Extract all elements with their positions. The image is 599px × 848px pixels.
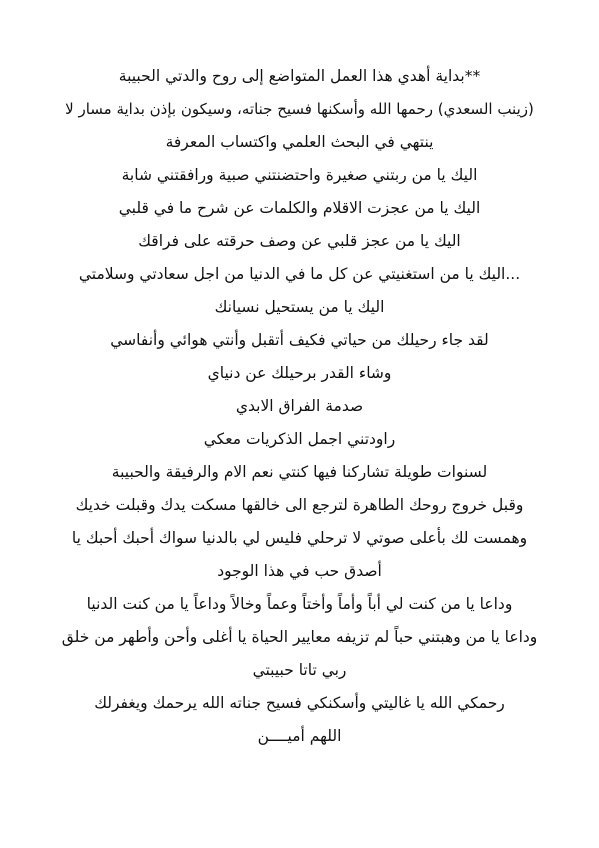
text-line: ...اليك يا من استغنيتي عن كل ما في الدنيا من اجل سعادتي وسلامتي — [78, 265, 521, 283]
text-line: ربي تاتا حبيبتي — [252, 661, 347, 679]
text-line: راودتني اجمل الذكريات معكي — [203, 430, 396, 448]
text-line: وداعا يا من كنت لي أباً وأماً وأختاً وعماً وخالاً وداعاً يا من كنت الدنيا — [86, 595, 513, 613]
text-line: وهمست لك بأعلى صوتي لا ترحلي فليس لي بالدنيا سواك أحبك أحبك يا — [71, 529, 528, 547]
text-line: اليك يا من عجز قلبي عن وصف حرقته على فراقك — [138, 232, 461, 250]
text-line: اليك يا من يستحيل نسيانك — [214, 298, 385, 316]
dedication-text — [60, 68, 539, 761]
text-line: رحمكي الله يا غاليتي وأسكنكي فسيح جناته الله يرحمك ويغفرلك — [94, 694, 505, 712]
text-line: (زينب السعدي) رحمها الله وأسكنها فسيح جناته، وسيكون بإذن بداية مسار لا — [65, 100, 534, 118]
text-line: وقبل خروج روحك الطاهرة لترجع الى خالقها مسكت يدك وقبلت خديك — [75, 496, 524, 514]
text-line: **بداية أهدي هذا العمل المتواضع إلى روح والدتي الحبيبة — [118, 67, 481, 85]
text-line: اليك يا من عجزت الاقلام والكلمات عن شرح ما في قلبي — [118, 199, 481, 217]
text-line: ينتهي في البحث العلمي واكتساب المعرفة — [165, 133, 434, 151]
text-line: لقد جاء رحيلك من حياتي فكيف أتقبل وأنتي هوائي وأنفاسي — [110, 331, 489, 349]
text-line: وشاء القدر برحيلك عن دنياي — [207, 364, 392, 382]
text-line: اليك يا من ربتني صغيرة واحتضنتني صبية ورافقتني شابة — [121, 166, 478, 184]
text-line: اللهم أميــــن — [257, 727, 342, 745]
text-line: لسنوات طويلة تشاركنا فيها كنتي نعم الام والرفيقة والحبيبة — [111, 463, 488, 481]
text-line: وداعا يا من وهبتني حباً لم تزيفه معايير الحياة يا أغلى وأحن وأطهر من خلق — [61, 628, 538, 646]
text-line: أصدق حب في هذا الوجود — [217, 562, 382, 580]
text-line: صدمة الفراق الابدي — [235, 397, 364, 415]
